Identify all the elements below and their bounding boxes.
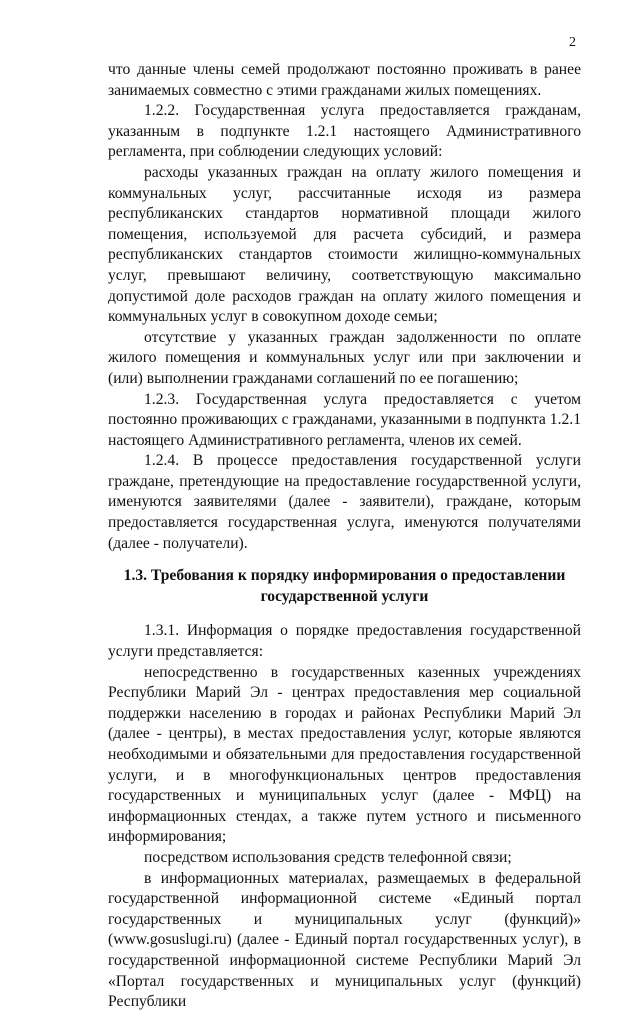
paragraph-in-person-info: непосредственно в государственных казенных учреждениях Республики Марий Эл - центрах предоставления мер социальной поддержки населению в городах и районах Республики Марий Эл (далее - центры), в местах предоставления услуг, которые являются необходимыми и обязательными для предоставления государственной услуги, и в многофункциональных центров предоставления государственных и муниципальных услуг (далее - МФЦ) на информационных стендах, а также путем устного и письменного информирования; (108, 663, 581, 846)
paragraph-condition-expenses: расходы указанных граждан на оплату жилого помещения и коммунальных услуг, рассчитанные исходя из размера республиканских стандартов нормативной площади жилого помещения, используемой для расчета субсидий, и размера республиканских стандартов стоимости жилищно-коммунальных услуг, превышают величину, соответствующую максимально допустимой доле расходов граждан на оплату жилого помещения и коммунальных услуг в совокупном доходе семьи; (108, 163, 581, 326)
paragraph-1-3-1: 1.3.1. Информация о порядке предоставления государственной услуги представляется: (108, 622, 581, 661)
paragraph-1-2-2: 1.2.2. Государственная услуга предоставляется гражданам, указанным в подпункте 1.2.1 настоящего Административного регламента, при соблюдении следующих условий: (108, 102, 581, 161)
paragraph-condition-no-debt: отсутствие у указанных граждан задолженности по оплате жилого помещения и коммунальных услуг или при заключении и (или) выполнении гражданами соглашений по ее погашению; (108, 328, 581, 387)
page-number: 2 (569, 35, 576, 50)
paragraph-1-2-4: 1.2.4. В процессе предоставления государственной услуги граждане, претендующие на предоставление государственной услуги, именуются заявителями (далее - заявители), граждане, которым предоставляется государственная услуга, именуются получателями (далее - получатели). (108, 452, 581, 552)
paragraph-continuation: что данные члены семей продолжают постоянно проживать в ранее занимаемых совместно с этими гражданами жилых помещениях. (108, 61, 581, 99)
paragraph-phone-info: посредством использования средств телефонной связи; (144, 848, 512, 866)
paragraph-1-2-3: 1.2.3. Государственная услуга предоставляется с учетом постоянно проживающих с гражданами, указанными в подпункта 1.2.1 настоящего Административного регламента, членов их семей. (108, 390, 581, 449)
paragraph-portal-info: в информационных материалах, размещаемых в федеральной государственной информационной системе «Единый портал государственных и муниципальных услуг (функций)» (www.gosuslugi.ru) (далее - Единый портал государственных услуг), в государственной информационной системе Республики Марий Эл «Портал государственных и муниципальных услуг (функций) Республики (108, 869, 581, 1011)
document-body (108, 60, 581, 1013)
section-heading: 1.3. Требования к порядку информирования о предоставлении государственной услуги (123, 567, 566, 605)
